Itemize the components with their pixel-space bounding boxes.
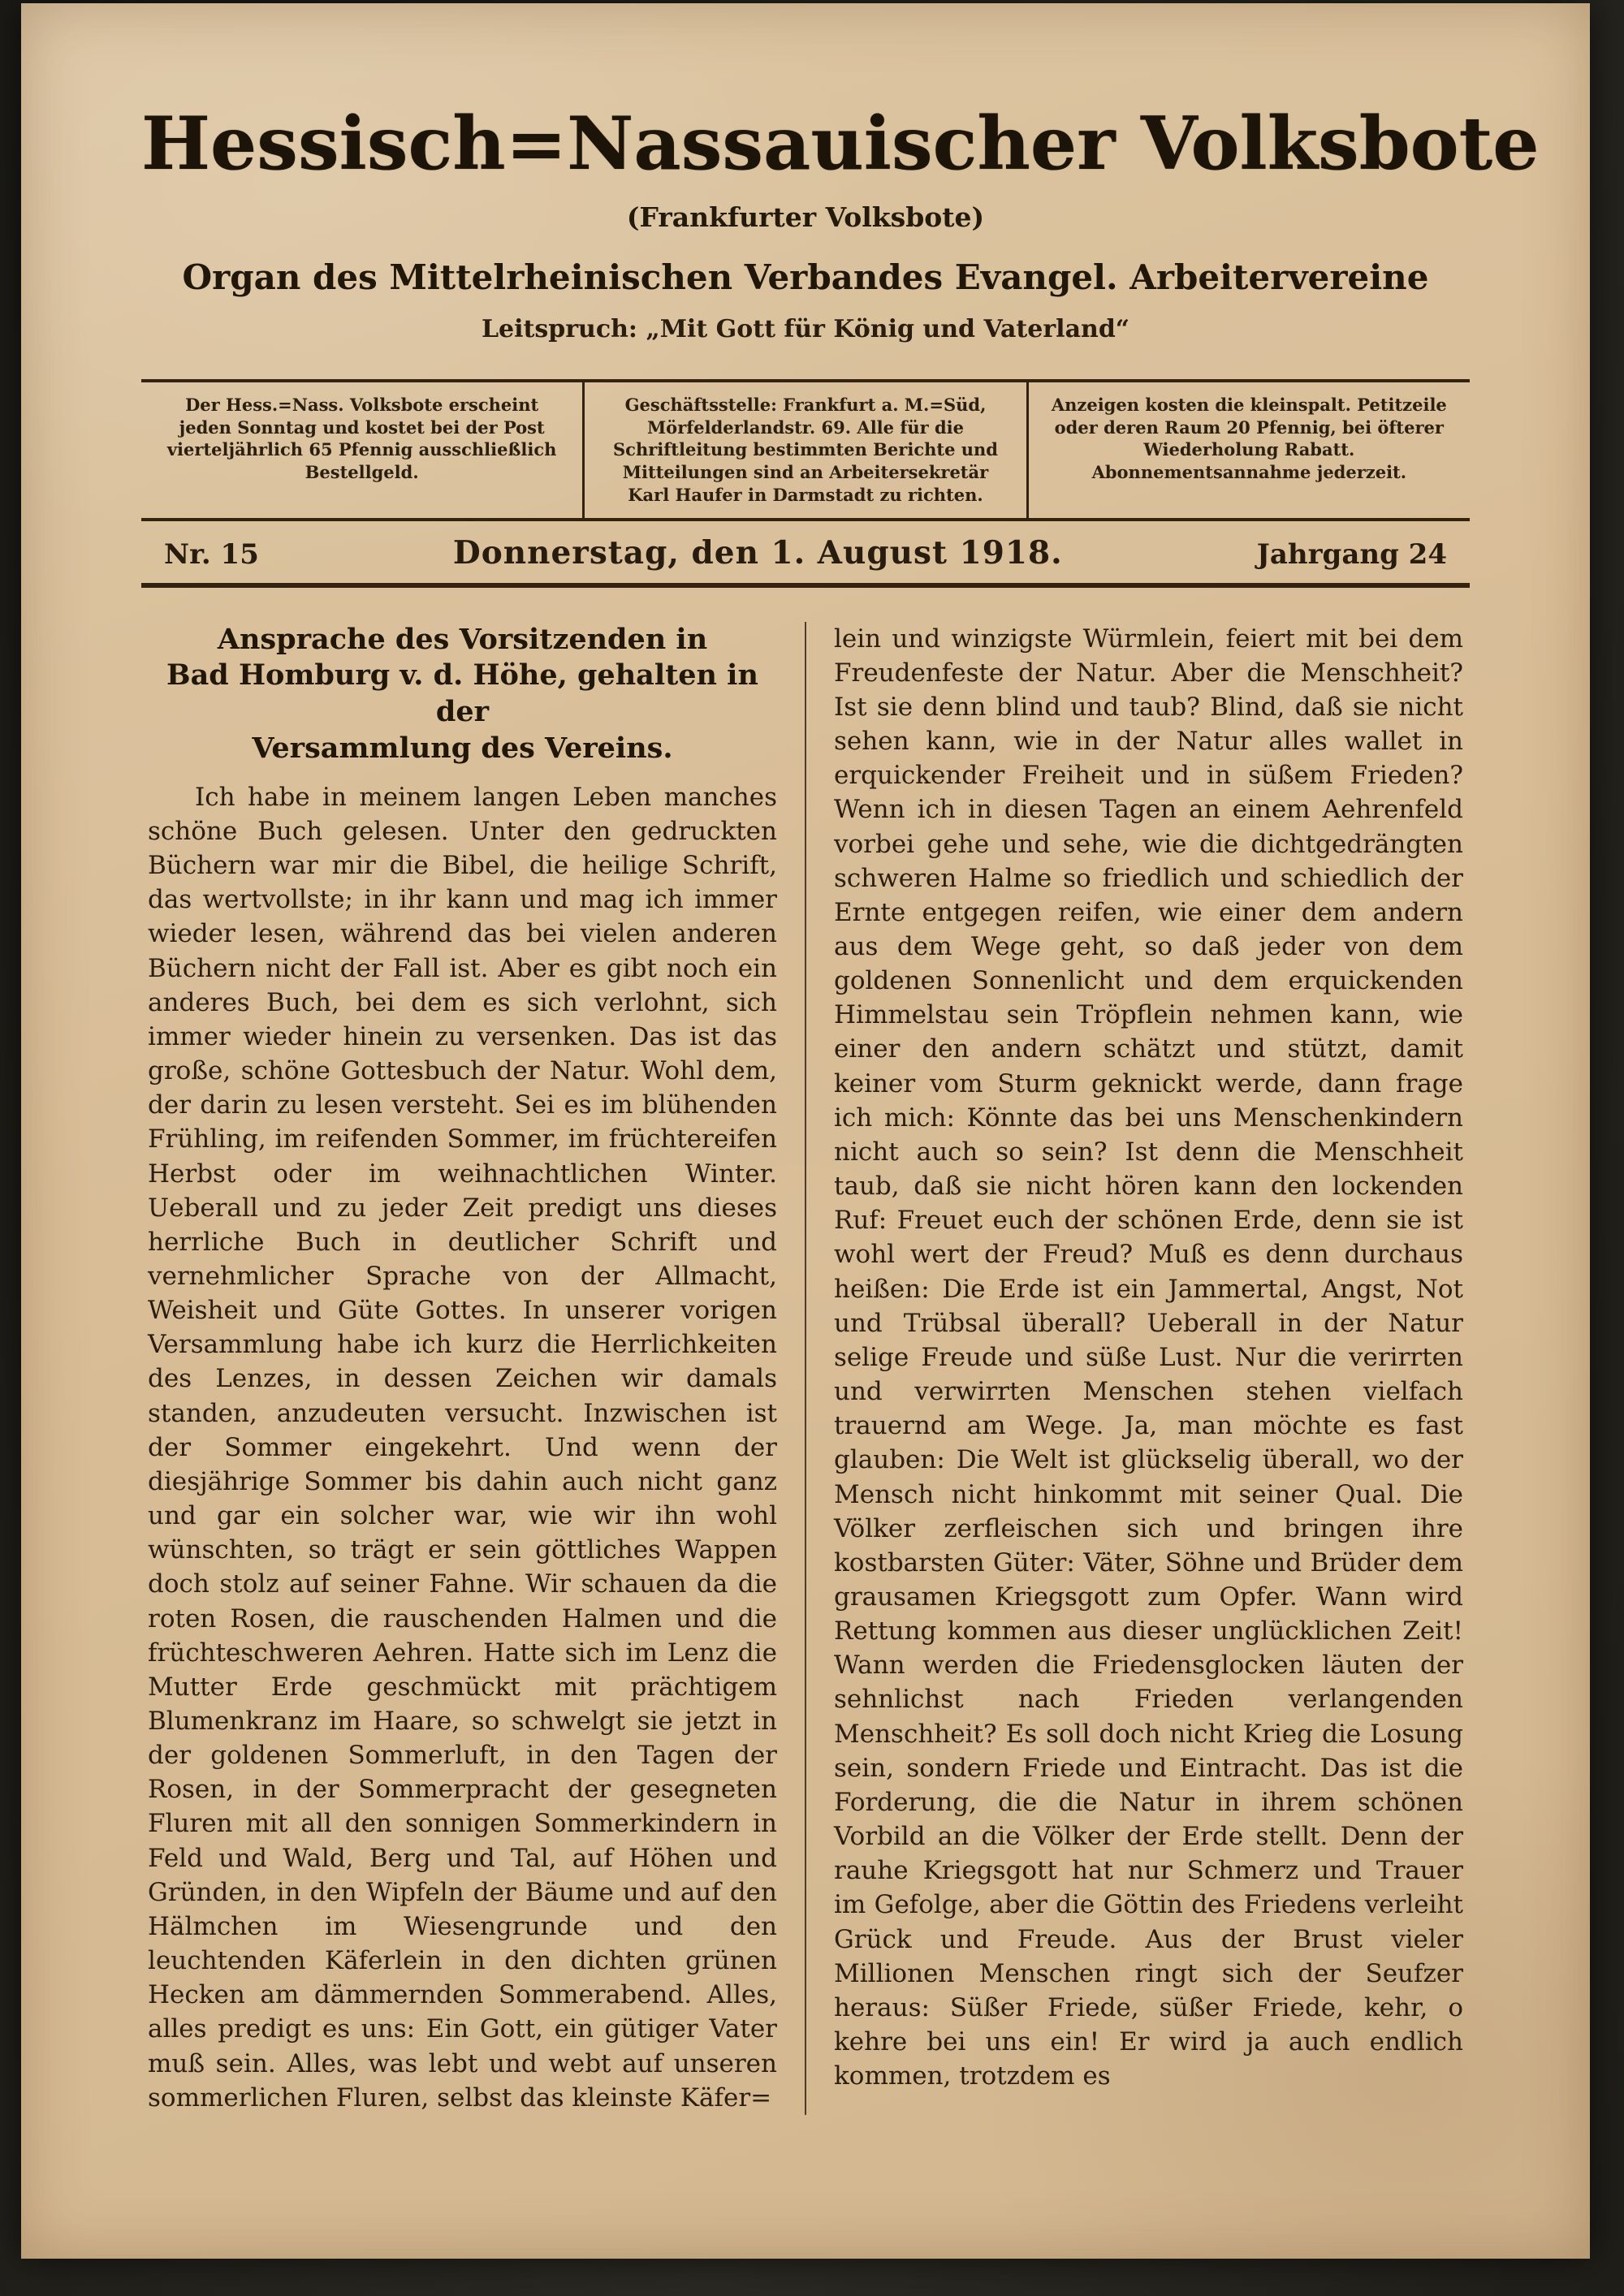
newspaper-subtitle: (Frankfurter Volksbote) [626, 201, 985, 233]
info-bar [141, 379, 1470, 521]
advertising-info: Anzeigen kosten die kleinspalt. Petitzeile oder deren Raum 20 Pfennig, bei öfterer Wiederholung Rabatt. Abonnementsannahme jederzeit. [1026, 382, 1470, 518]
headline-line-1: Ansprache des Vorsitzenden in [217, 622, 708, 656]
issue-number: Nr. 15 [164, 537, 259, 571]
headline-line-3: Versammlung des Vereins. [252, 731, 673, 765]
article-text-right: lein und winzigste Würmlein, feiert mit bei dem Freudenfeste der Natur. Aber die Menschheit? Ist sie denn blind und taub? Blind, daß sie nicht sehen kann, wie in der Natur alles wallet in erquickender Freiheit und in süßem Frieden? Wenn ich in diesen Tagen an einem Aehrenfeld vorbei gehe und sehe, wie die dichtgedrängten schweren Halme so friedlich und schiedlich der Ernte entgegen reifen, wie einer dem andern aus dem Wege geht, so daß jeder von dem goldenen Sonnenlicht und dem erquickenden Himmelstau sein Tröpflein nehmen kann, wie einer den andern schätzt und stützt, damit keiner vom Sturm geknickt werde, dann frage ich mich: Könnte das bei uns Menschenkindern nicht auch so sein? Ist denn die Menschheit taub, daß sie nicht hören kann den lockenden Ruf: Freuet euch der schönen Erde, denn sie ist wohl wert der Freud? Muß es denn durchaus heißen: Die Erde ist ein Jammertal, Angst, Not und Trübsal überall? Ueberall in der Natur selige Freude und süße Lust. Nur die verirrten und verwirrten Menschen stehen vielfach trauernd am Wege. Ja, man möchte es fast glauben: Die Welt ist glückselig überall, wo der Mensch nicht hinkommt mit seiner Qual. Die Völker zerfleischen sich und bringen ihre kostbarsten Güter: Väter, Söhne und Brüder dem grausamen Kriegsgott zum Opfer. Wann wird Rettung kommen aus dieser unglücklichen Zeit! Wann werden die Friedensglocken läuten der sehnlichst nach Frieden verlangenden Menschheit? Es soll doch nicht Krieg die Losung sein, sondern Friede und Eintracht. Das ist die Forderung, die die Natur in ihrem schönen Vorbild an die Völker der Erde stellt. Denn der rauhe Kriegsgott hat nur Schmerz und Trauer im Gefolge, aber die Göttin des Friedens verleiht Grück und Freude. Aus der Brust vieler Millionen Menschen ringt sich der Seufzer heraus: Süßer Friede, süßer Friede, kehr, o kehre bei uns ein! Er wird ja auch endlich kommen, trotzdem es [834, 624, 1463, 2091]
page-content [141, 101, 1540, 2226]
headline-line-2: Bad Homburg v. d. Höhe, gehalten in der [166, 658, 758, 729]
article-column-right [805, 622, 1470, 2115]
article-column-left [141, 622, 805, 2115]
article-headline [148, 622, 777, 767]
dateline [141, 521, 1470, 588]
article-body [141, 622, 1470, 2115]
newspaper-page [21, 3, 1590, 2259]
masthead [141, 101, 1540, 343]
office-info: Geschäftsstelle: Frankfurt a. M.=Süd, Mörfelderlandstr. 69. Alle für die Schriftleitung bestimmten Berichte und Mitteilungen sind an Arbeitersekretär Karl Haufer in Darmstadt zu richten. [582, 382, 1026, 518]
publication-info: Der Hess.=Nass. Volksbote erscheint jeden Sonntag und kostet bei der Post vierteljährlich 65 Pfennig ausschließlich Bestellgeld. [166, 395, 557, 483]
article-text-left: Ich habe in meinem langen Leben manches schöne Buch gelesen. Unter den gedruckten Büchern war mir die Bibel, die heilige Schrift, das wertvollste; in ihr kann und mag ich immer wieder lesen, während das bei vielen anderen Büchern nicht der Fall ist. Aber es gibt noch ein anderes Buch, bei dem es sich verlohnt, sich immer wieder hinein zu versenken. Das ist das große, schöne Gottesbuch der Natur. Wohl dem, der darin zu lesen versteht. Sei es im blühenden Frühling, im reifenden Sommer, im früchtereifen Herbst oder im weihnachtlichen Winter. Ueberall und zu jeder Zeit predigt uns dieses herrliche Buch in deutlicher Schrift und vernehmlicher Sprache von der Allmacht, Weisheit und Güte Gottes. In unserer vorigen Versammlung habe ich kurz die Herrlichkeiten des Lenzes, in dessen Zeichen wir damals standen, anzudeuten versucht. Inzwischen ist der Sommer eingekehrt. Und wenn der diesjährige Sommer bis dahin auch nicht ganz und gar ein solcher war, wie wir ihn wohl wünschten, so trägt er sein göttliches Wappen doch stolz auf seiner Fahne. Wir schauen da die roten Rosen, die rauschenden Halmen und die früchteschweren Aehren. Hatte sich im Lenz die Mutter Erde geschmückt mit prächtigem Blumenkranz im Haare, so schwelgt sie jetzt in der goldenen Sommerluft, in den Tagen der Rosen, in der Sommerpracht der gesegneten Fluren mit all den sonnigen Sommerkindern in Feld und Wald, Berg und Tal, auf Höhen und Gründen, in den Wipfeln der Bäume und auf den Hälmchen im Wiesengrunde und den leuchtenden Käferlein in den dichten grünen Hecken am dämmernden Sommerabend. Alles, alles predigt es uns: Ein Gott, ein gütiger Vater muß sein. Alles, was lebt und webt auf unseren sommerlichen Fluren, selbst das kleinste Käfer= [148, 782, 777, 2113]
publication-date: Donnerstag, den 1. August 1918. [452, 533, 1063, 572]
motto-line: Leitspruch: „Mit Gott für König und Vaterland“ [481, 315, 1130, 343]
volume-number: Jahrgang 24 [1256, 537, 1447, 571]
newspaper-title: Hessisch=Nassauischer Volksbote [141, 101, 1540, 187]
organ-line: Organ des Mittelrheinischen Verbandes Evangel. Arbeitervereine [182, 257, 1429, 297]
